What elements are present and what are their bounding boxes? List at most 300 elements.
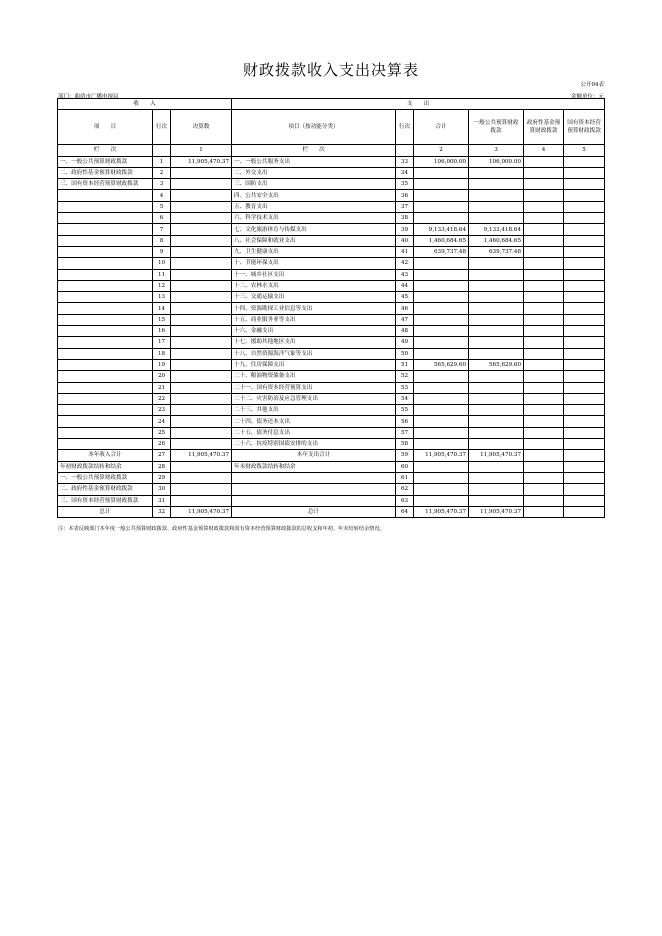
expense-gov-fund	[524, 246, 564, 257]
expense-row-no: 48	[396, 326, 414, 337]
expense-state-capital	[564, 337, 605, 348]
income-row-no: 1	[153, 156, 171, 167]
income-row-no: 7	[153, 224, 171, 235]
income-row-no: 3	[153, 179, 171, 190]
expense-state-capital	[564, 371, 605, 382]
expense-item: 年末财政拨款结转和结余	[232, 461, 396, 472]
income-row-no: 13	[153, 292, 171, 303]
income-row-no: 6	[153, 213, 171, 224]
income-item: 一、一般公共预算财政拨款	[58, 156, 153, 167]
income-amount	[171, 280, 232, 291]
expense-total: 11,905,470.37	[414, 506, 469, 517]
expense-state-capital	[564, 393, 605, 404]
index-c5: 5	[564, 145, 605, 156]
income-row-no: 20	[153, 371, 171, 382]
income-row-no: 9	[153, 246, 171, 257]
expense-item	[232, 484, 396, 495]
income-amount	[171, 292, 232, 303]
expense-row-no: 33	[396, 156, 414, 167]
expense-gov-fund	[524, 258, 564, 269]
expense-item: 总计	[232, 506, 396, 517]
income-amount	[171, 371, 232, 382]
income-amount	[171, 416, 232, 427]
income-item	[58, 393, 153, 404]
expense-row-no: 45	[396, 292, 414, 303]
index-c3: 3	[469, 145, 524, 156]
expense-item: 二十一、国有资本经营预算支出	[232, 382, 396, 393]
footnote: 注：本表反映部门本年度一般公共预算财政拨款、政府性基金预算财政拨款和国有资本经营预算财政拨款的总收支和年初、年末结转结余情况。	[58, 526, 385, 532]
table-row	[58, 450, 605, 461]
expense-gov-fund	[524, 450, 564, 461]
expense-total: 565,629.60	[414, 359, 469, 370]
income-amount	[171, 495, 232, 506]
expense-gov-fund	[524, 269, 564, 280]
expense-total	[414, 190, 469, 201]
expense-state-capital	[564, 416, 605, 427]
income-amount: 11,905,470.37	[171, 506, 232, 517]
expense-general: 9,133,418.64	[469, 224, 524, 235]
expense-total	[414, 201, 469, 212]
table-row	[58, 303, 605, 314]
expense-item: 二十、粮油物资储备支出	[232, 371, 396, 382]
expense-row-no: 41	[396, 246, 414, 257]
expense-row-no: 62	[396, 484, 414, 495]
income-item: 二、政府性基金预算财政拨款	[58, 484, 153, 495]
expense-item: 十六、金融支出	[232, 326, 396, 337]
expense-state-capital	[564, 326, 605, 337]
expense-state-capital	[564, 258, 605, 269]
expense-general	[469, 472, 524, 483]
expense-row-no: 57	[396, 427, 414, 438]
income-group-header: 收 入	[58, 99, 232, 110]
table-row	[58, 427, 605, 438]
header-func-item: 项目（按功能分类）	[232, 110, 396, 145]
income-item	[58, 201, 153, 212]
income-amount	[171, 382, 232, 393]
expense-general: 11,905,470.37	[469, 506, 524, 517]
expense-state-capital	[564, 190, 605, 201]
table-row	[58, 337, 605, 348]
expense-row-no: 53	[396, 382, 414, 393]
expense-gov-fund	[524, 427, 564, 438]
expense-row-no: 58	[396, 439, 414, 450]
income-row-no: 25	[153, 427, 171, 438]
expense-general	[469, 292, 524, 303]
expense-item: 五、教育支出	[232, 201, 396, 212]
expense-state-capital	[564, 303, 605, 314]
expense-row-no: 56	[396, 416, 414, 427]
expense-row-no: 39	[396, 224, 414, 235]
expense-general	[469, 303, 524, 314]
expense-gov-fund	[524, 506, 564, 517]
expense-item: 一、一般公共服务支出	[232, 156, 396, 167]
income-amount	[171, 359, 232, 370]
expense-general	[469, 337, 524, 348]
income-item	[58, 246, 153, 257]
income-item	[58, 235, 153, 246]
table-row	[58, 280, 605, 291]
expense-state-capital	[564, 314, 605, 325]
expense-general	[469, 393, 524, 404]
expense-gov-fund	[524, 156, 564, 167]
index-c2: 2	[414, 145, 469, 156]
expense-total	[414, 213, 469, 224]
expense-item: 十、节能环保支出	[232, 258, 396, 269]
expense-general	[469, 427, 524, 438]
income-amount	[171, 213, 232, 224]
expense-general	[469, 280, 524, 291]
expense-general	[469, 484, 524, 495]
expense-gov-fund	[524, 280, 564, 291]
table-row	[58, 179, 605, 190]
income-item	[58, 359, 153, 370]
expense-general	[469, 371, 524, 382]
table-row	[58, 506, 605, 517]
expense-total	[414, 314, 469, 325]
expense-row-no: 60	[396, 461, 414, 472]
expense-gov-fund	[524, 167, 564, 178]
income-amount	[171, 461, 232, 472]
expense-row-no: 47	[396, 314, 414, 325]
income-item: 一、一般公共预算财政拨款	[58, 472, 153, 483]
income-row-no: 11	[153, 269, 171, 280]
expense-general	[469, 495, 524, 506]
expense-item: 十七、援助其他地区支出	[232, 337, 396, 348]
expense-general	[469, 326, 524, 337]
expense-total: 9,133,418.64	[414, 224, 469, 235]
income-amount	[171, 246, 232, 257]
expense-state-capital	[564, 224, 605, 235]
table-row	[58, 416, 605, 427]
income-row-no: 18	[153, 348, 171, 359]
header-gov-fund: 政府性基金预算财政拨款	[524, 110, 564, 145]
income-amount	[171, 235, 232, 246]
expense-row-no: 54	[396, 393, 414, 404]
table-row	[58, 167, 605, 178]
table-row	[58, 484, 605, 495]
expense-state-capital	[564, 292, 605, 303]
expense-gov-fund	[524, 359, 564, 370]
table-row	[58, 246, 605, 257]
expense-total: 106,000.00	[414, 156, 469, 167]
expense-item: 十二、农林水支出	[232, 280, 396, 291]
expense-total	[414, 405, 469, 416]
expense-gov-fund	[524, 314, 564, 325]
table-row	[58, 224, 605, 235]
income-amount	[171, 269, 232, 280]
table-row	[58, 495, 605, 506]
expense-item: 二十六、抗疫特别国债安排的支出	[232, 439, 396, 450]
expense-item: 十四、资源勘探工业信息等支出	[232, 303, 396, 314]
expense-row-no: 44	[396, 280, 414, 291]
expense-total: 1,460,684.65	[414, 235, 469, 246]
expense-state-capital	[564, 246, 605, 257]
expense-state-capital	[564, 506, 605, 517]
income-row-no: 14	[153, 303, 171, 314]
expense-state-capital	[564, 427, 605, 438]
expense-total	[414, 280, 469, 291]
income-row-no: 24	[153, 416, 171, 427]
header-row-no: 行次	[153, 110, 171, 145]
expense-general	[469, 213, 524, 224]
expense-state-capital	[564, 461, 605, 472]
expense-total	[414, 427, 469, 438]
income-row-no: 30	[153, 484, 171, 495]
expense-group-header: 支 出	[232, 99, 605, 110]
income-item	[58, 337, 153, 348]
table-row	[58, 439, 605, 450]
income-row-no: 10	[153, 258, 171, 269]
income-item	[58, 303, 153, 314]
income-amount: 11,905,470.37	[171, 156, 232, 167]
expense-general: 565,629.60	[469, 359, 524, 370]
expense-item: 二十三、其他支出	[232, 405, 396, 416]
expense-state-capital	[564, 156, 605, 167]
expense-general: 639,737.48	[469, 246, 524, 257]
expense-gov-fund	[524, 224, 564, 235]
index-c1: 1	[171, 145, 232, 156]
expense-total	[414, 348, 469, 359]
index-blank-2	[396, 145, 414, 156]
expense-row-no: 55	[396, 405, 414, 416]
expense-general	[469, 258, 524, 269]
header-row-no-2: 行次	[396, 110, 414, 145]
expense-state-capital	[564, 179, 605, 190]
table-row	[58, 405, 605, 416]
income-amount	[171, 405, 232, 416]
expense-item	[232, 472, 396, 483]
expense-general	[469, 201, 524, 212]
income-item: 三、国有资本经营预算财政拨款	[58, 179, 153, 190]
income-item	[58, 439, 153, 450]
expense-row-no: 50	[396, 348, 414, 359]
table-row	[58, 314, 605, 325]
income-row-no: 23	[153, 405, 171, 416]
expense-general	[469, 314, 524, 325]
income-row-no: 26	[153, 439, 171, 450]
expense-row-no: 46	[396, 303, 414, 314]
income-item: 本年收入合计	[58, 450, 153, 461]
income-row-no: 21	[153, 382, 171, 393]
income-item	[58, 326, 153, 337]
expense-total	[414, 179, 469, 190]
expense-general	[469, 348, 524, 359]
income-item	[58, 224, 153, 235]
expense-general	[469, 167, 524, 178]
income-amount	[171, 314, 232, 325]
income-row-no: 17	[153, 337, 171, 348]
table-row	[58, 393, 605, 404]
expense-row-no: 36	[396, 190, 414, 201]
income-row-no: 2	[153, 167, 171, 178]
expense-item: 二、外交支出	[232, 167, 396, 178]
table-row	[58, 258, 605, 269]
table-code: 公开04表	[580, 82, 604, 88]
expense-gov-fund	[524, 393, 564, 404]
expense-gov-fund	[524, 416, 564, 427]
expense-gov-fund	[524, 235, 564, 246]
income-amount: 11,905,470.37	[171, 450, 232, 461]
table-row	[58, 201, 605, 212]
expense-gov-fund	[524, 484, 564, 495]
income-row-no: 32	[153, 506, 171, 517]
expense-total	[414, 393, 469, 404]
expense-total	[414, 337, 469, 348]
expense-item: 二十二、灾害防治及应急管理支出	[232, 393, 396, 404]
expense-general: 106,000.00	[469, 156, 524, 167]
expense-general	[469, 416, 524, 427]
income-amount	[171, 258, 232, 269]
expense-item: 三、国防支出	[232, 179, 396, 190]
expense-total	[414, 484, 469, 495]
expense-item: 十三、交通运输支出	[232, 292, 396, 303]
expense-total: 11,905,470.37	[414, 450, 469, 461]
table-row	[58, 269, 605, 280]
expense-gov-fund	[524, 472, 564, 483]
income-amount	[171, 427, 232, 438]
expense-state-capital	[564, 201, 605, 212]
index-label-2: 栏 次	[232, 145, 396, 156]
expense-state-capital	[564, 439, 605, 450]
income-amount	[171, 190, 232, 201]
income-amount	[171, 303, 232, 314]
expense-item: 六、科学技术支出	[232, 213, 396, 224]
expense-item: 十五、商业服务业等支出	[232, 314, 396, 325]
header-state-capital: 国有资本经营预算财政拨款	[564, 110, 605, 145]
table-row	[58, 348, 605, 359]
expense-gov-fund	[524, 303, 564, 314]
table-row	[58, 359, 605, 370]
income-row-no: 12	[153, 280, 171, 291]
income-row-no: 4	[153, 190, 171, 201]
expense-gov-fund	[524, 179, 564, 190]
expense-item: 四、公共安全支出	[232, 190, 396, 201]
expense-item: 九、卫生健康支出	[232, 246, 396, 257]
income-amount	[171, 201, 232, 212]
expense-general: 11,905,470.37	[469, 450, 524, 461]
income-item	[58, 314, 153, 325]
expense-general	[469, 190, 524, 201]
table-row	[58, 213, 605, 224]
expense-total	[414, 303, 469, 314]
expense-state-capital	[564, 213, 605, 224]
expense-row-no: 42	[396, 258, 414, 269]
expense-row-no: 35	[396, 179, 414, 190]
column-header-row	[58, 110, 605, 145]
expense-general: 1,460,684.65	[469, 235, 524, 246]
expense-state-capital	[564, 495, 605, 506]
expense-gov-fund	[524, 348, 564, 359]
income-row-no: 19	[153, 359, 171, 370]
expense-total	[414, 416, 469, 427]
expense-total	[414, 269, 469, 280]
table-row	[58, 472, 605, 483]
expense-total	[414, 258, 469, 269]
income-amount	[171, 179, 232, 190]
income-item	[58, 348, 153, 359]
expense-total	[414, 439, 469, 450]
income-row-no: 27	[153, 450, 171, 461]
header-total: 合计	[414, 110, 469, 145]
income-row-no: 31	[153, 495, 171, 506]
expense-gov-fund	[524, 292, 564, 303]
expense-gov-fund	[524, 405, 564, 416]
expense-total	[414, 472, 469, 483]
expense-gov-fund	[524, 439, 564, 450]
expense-row-no: 38	[396, 213, 414, 224]
expense-general	[469, 461, 524, 472]
expense-gov-fund	[524, 382, 564, 393]
income-row-no: 22	[153, 393, 171, 404]
income-item	[58, 213, 153, 224]
expense-general	[469, 179, 524, 190]
expense-row-no: 63	[396, 495, 414, 506]
header-item: 项 目	[58, 110, 153, 145]
expense-row-no: 61	[396, 472, 414, 483]
expense-state-capital	[564, 450, 605, 461]
expense-row-no: 51	[396, 359, 414, 370]
income-amount	[171, 326, 232, 337]
income-row-no: 5	[153, 201, 171, 212]
expense-row-no: 59	[396, 450, 414, 461]
table-row	[58, 371, 605, 382]
expense-gov-fund	[524, 495, 564, 506]
table-row	[58, 382, 605, 393]
income-row-no: 29	[153, 472, 171, 483]
expense-total	[414, 167, 469, 178]
expense-state-capital	[564, 348, 605, 359]
income-item	[58, 416, 153, 427]
income-amount	[171, 348, 232, 359]
expense-total	[414, 461, 469, 472]
expense-item: 十九、住房保障支出	[232, 359, 396, 370]
expense-state-capital	[564, 167, 605, 178]
header-final-amount: 决算数	[171, 110, 232, 145]
index-label: 栏 次	[58, 145, 153, 156]
expense-state-capital	[564, 359, 605, 370]
expense-state-capital	[564, 235, 605, 246]
expense-state-capital	[564, 280, 605, 291]
income-row-no: 28	[153, 461, 171, 472]
group-header-row	[58, 99, 605, 110]
expense-item: 十一、城乡社区支出	[232, 269, 396, 280]
income-item: 年初财政拨款结转和结余	[58, 461, 153, 472]
expense-item	[232, 495, 396, 506]
expense-total	[414, 371, 469, 382]
table-row	[58, 190, 605, 201]
expense-gov-fund	[524, 213, 564, 224]
index-blank	[153, 145, 171, 156]
income-amount	[171, 484, 232, 495]
expense-gov-fund	[524, 326, 564, 337]
expense-row-no: 64	[396, 506, 414, 517]
income-item	[58, 190, 153, 201]
expense-item: 十八、自然资源海洋气象等支出	[232, 348, 396, 359]
income-item: 三、国有资本经营预算财政拨款	[58, 495, 153, 506]
income-item	[58, 292, 153, 303]
expense-row-no: 40	[396, 235, 414, 246]
income-amount	[171, 472, 232, 483]
income-item: 总计	[58, 506, 153, 517]
expense-total	[414, 326, 469, 337]
table-row	[58, 156, 605, 167]
expense-general	[469, 269, 524, 280]
expense-gov-fund	[524, 201, 564, 212]
income-amount	[171, 224, 232, 235]
income-item: 二、政府性基金预算财政拨款	[58, 167, 153, 178]
income-item	[58, 258, 153, 269]
income-item	[58, 371, 153, 382]
